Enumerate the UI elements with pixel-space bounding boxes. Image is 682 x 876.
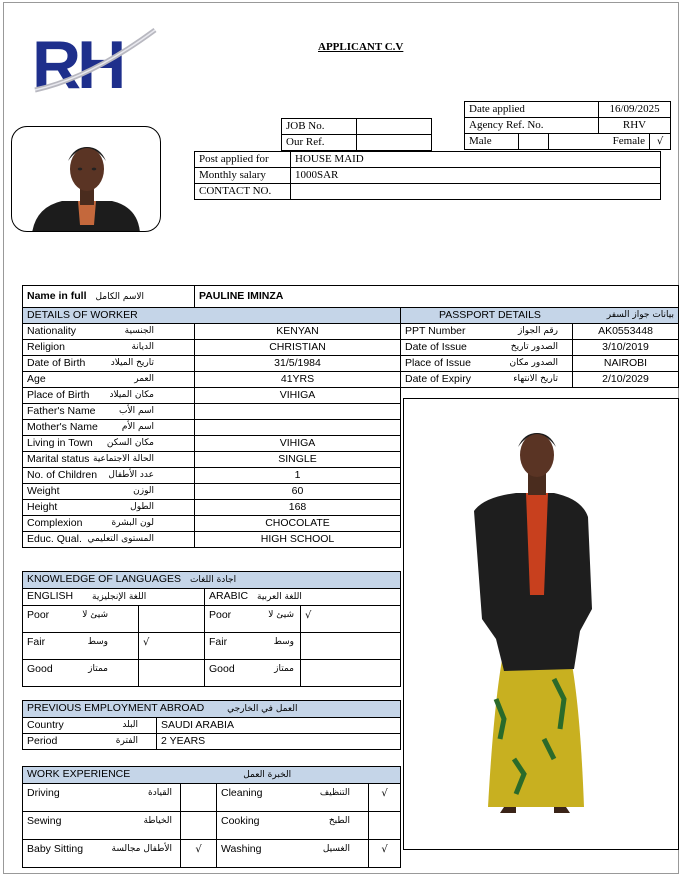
male-label: Male	[465, 134, 519, 150]
details-value: CHOCOLATE	[195, 516, 401, 532]
date-applied-value: 16/09/2025	[599, 102, 671, 118]
details-value: CHRISTIAN	[195, 340, 401, 356]
experience-skill-label-ar: الطبخ	[328, 816, 350, 826]
english-level-label-ar: شيئ لا	[82, 610, 108, 620]
details-value: KENYAN	[195, 324, 401, 340]
details-row	[23, 500, 401, 516]
details-row	[23, 532, 401, 548]
experience-heading: WORK EXPERIENCE	[27, 768, 131, 780]
details-label-ar: الديانة	[131, 342, 154, 352]
logo-text: RH	[32, 27, 123, 98]
experience-row	[23, 812, 401, 840]
experience-check[interactable]	[181, 784, 217, 812]
date-agency-table	[464, 101, 671, 150]
full-name-value: PAULINE IMINZA	[195, 286, 679, 308]
english-level-label: Poor	[27, 609, 50, 621]
our-ref-label: Our Ref.	[282, 135, 357, 151]
details-label-ar: العمر	[134, 374, 154, 384]
arabic-level-label: Good	[209, 663, 235, 675]
salary-label: Monthly salary	[195, 168, 291, 184]
passport-row	[401, 324, 679, 340]
period-value: 2 YEARS	[157, 734, 401, 750]
experience-skill-label-ar: التنظيف	[319, 788, 350, 798]
english-level-check[interactable]	[139, 660, 205, 687]
details-row	[23, 372, 401, 388]
arabic-level-label-ar: ممتاز	[274, 664, 294, 674]
passport-label: Date of Issue	[405, 341, 467, 353]
period-label-ar: الفترة	[115, 736, 138, 746]
details-row	[23, 436, 401, 452]
page-title: APPLICANT C.V	[318, 41, 404, 53]
details-table	[22, 307, 401, 548]
english-level-label: Fair	[27, 636, 46, 648]
details-label: Nationality	[27, 325, 77, 337]
experience-check[interactable]	[369, 812, 401, 840]
agency-ref-label: Agency Ref. No.	[465, 118, 599, 134]
passport-label: Date of Expiry	[405, 373, 471, 385]
passport-value: 3/10/2019	[573, 340, 679, 356]
details-label-ar: مكان السكن	[106, 438, 154, 448]
company-logo	[30, 18, 160, 98]
experience-skill-label: Cooking	[221, 815, 260, 827]
arabic-level-label-ar: شيئ لا	[268, 610, 294, 620]
details-value: 168	[195, 500, 401, 516]
details-label: Living in Town	[27, 437, 93, 449]
details-row	[23, 452, 401, 468]
experience-skill-label-ar: القيادة	[148, 788, 172, 798]
job-no-label: JOB No.	[282, 119, 357, 135]
date-applied-label: Date applied	[465, 102, 599, 118]
english-level-label-ar: ممتاز	[88, 664, 108, 674]
details-label-ar: اسم الأب	[119, 406, 154, 416]
passport-value: NAIROBI	[573, 356, 679, 372]
name-table	[22, 285, 679, 308]
passport-label: Place of Issue	[405, 357, 471, 369]
country-label-ar: البلد	[122, 720, 138, 730]
details-label-ar: الحالة الاجتماعية	[93, 454, 154, 464]
our-ref-value[interactable]	[357, 135, 432, 151]
languages-heading-ar: اجادة اللغات	[189, 575, 237, 585]
salary-value: 1000SAR	[291, 168, 661, 184]
experience-skill-label: Washing	[221, 843, 262, 855]
job-no-value[interactable]	[357, 119, 432, 135]
employment-heading-ar: العمل في الخارجي	[227, 704, 298, 714]
details-label-ar: المستوى التعليمي	[87, 534, 154, 544]
details-value: VIHIGA	[195, 388, 401, 404]
experience-skill-label-ar: الخياطة	[143, 816, 172, 826]
details-label: Educ. Qual.	[27, 533, 82, 545]
details-label-ar: لون البشرة	[111, 518, 154, 528]
passport-value: AK0553448	[573, 324, 679, 340]
details-label-ar: الجنسية	[124, 326, 154, 336]
female-check[interactable]: √	[650, 134, 671, 150]
experience-skill-label: Cleaning	[221, 787, 263, 799]
experience-skill-label: Baby Sitting	[27, 843, 84, 855]
details-row	[23, 340, 401, 356]
contact-label: CONTACT NO.	[195, 184, 291, 200]
english-level-check[interactable]	[139, 606, 205, 633]
details-label: Marital status	[27, 453, 90, 465]
name-label-ar: الاسم الكامل	[95, 291, 145, 302]
details-label: Height	[27, 501, 58, 513]
passport-label: PPT Number	[405, 325, 466, 337]
passport-label-ar: تاريخ الانتهاء	[513, 374, 558, 384]
experience-skill-label-ar: الأطفال مجالسة	[111, 844, 172, 854]
arabic-level-label: Poor	[209, 609, 232, 621]
language-level-row	[23, 633, 401, 660]
details-label: Weight	[27, 485, 60, 497]
details-row	[23, 356, 401, 372]
experience-row	[23, 840, 401, 868]
arabic-level-check[interactable]	[301, 633, 401, 660]
details-label: Mother's Name	[27, 421, 98, 433]
post-value: HOUSE MAID	[291, 152, 661, 168]
experience-skill-label-ar: الغسيل	[322, 844, 350, 854]
languages-table	[22, 571, 401, 687]
details-value: SINGLE	[195, 452, 401, 468]
details-row	[23, 324, 401, 340]
female-spacer	[549, 134, 599, 150]
post-label: Post applied for	[195, 152, 291, 168]
language-level-row	[23, 660, 401, 687]
arabic-level-label: Fair	[209, 636, 228, 648]
details-label: Date of Birth	[27, 357, 86, 369]
details-value: 1	[195, 468, 401, 484]
details-label: Age	[27, 373, 46, 385]
language-level-row	[23, 606, 401, 633]
arabic-level-label-ar: وسط	[273, 637, 294, 647]
english-label: ENGLISH	[27, 590, 74, 602]
arabic-level-check[interactable]	[301, 660, 401, 687]
experience-check[interactable]	[181, 812, 217, 840]
check-mark: √	[305, 610, 312, 621]
details-row	[23, 516, 401, 532]
details-label-ar: اسم الأم	[121, 422, 154, 432]
contact-value[interactable]	[291, 184, 661, 200]
details-value: HIGH SCHOOL	[195, 532, 401, 548]
passport-label-ar: الصدور مكان	[509, 358, 558, 368]
employment-heading: PREVIOUS EMPLOYMENT ABROAD	[27, 702, 205, 714]
details-value: 60	[195, 484, 401, 500]
details-heading: DETAILS OF WORKER	[23, 308, 401, 324]
details-row	[23, 404, 401, 420]
experience-check[interactable]: √	[369, 840, 401, 868]
english-level-check[interactable]	[139, 633, 205, 660]
country-label: Country	[27, 719, 64, 731]
name-label: Name in full	[27, 289, 87, 302]
experience-skill-label: Driving	[27, 787, 60, 799]
female-label: Female	[599, 134, 650, 150]
passport-heading-ar: بيانات جواز السفر	[606, 310, 675, 320]
agency-ref-value: RHV	[599, 118, 671, 134]
post-table	[194, 151, 661, 200]
employment-table	[22, 700, 401, 750]
details-label: Father's Name	[27, 405, 96, 417]
arabic-label-ar: اللغة العربية	[257, 592, 302, 602]
passport-heading: PASSPORT DETAILS	[439, 309, 541, 321]
details-label-ar: الطول	[130, 502, 154, 512]
portrait-small	[11, 126, 161, 232]
passport-row	[401, 356, 679, 372]
english-level-label: Good	[27, 663, 53, 675]
experience-heading-ar: الخبرة العمل	[243, 770, 292, 780]
details-label: Place of Birth	[27, 389, 90, 401]
experience-check[interactable]: √	[369, 784, 401, 812]
details-label-ar: تاريخ الميلاد	[110, 358, 154, 368]
male-box[interactable]	[519, 134, 549, 150]
passport-row	[401, 340, 679, 356]
details-value: VIHIGA	[195, 436, 401, 452]
details-row	[23, 468, 401, 484]
check-mark: √	[143, 637, 150, 648]
arabic-label: ARABIC	[209, 590, 249, 602]
experience-skill-label: Sewing	[27, 815, 62, 827]
passport-table	[400, 307, 679, 388]
languages-heading: KNOWLEDGE OF LANGUAGES	[27, 573, 182, 585]
details-label: Religion	[27, 341, 65, 353]
experience-row	[23, 784, 401, 812]
period-label: Period	[27, 735, 58, 747]
arabic-level-check[interactable]	[301, 606, 401, 633]
details-row	[23, 420, 401, 436]
details-value: 41YRS	[195, 372, 401, 388]
details-label-ar: الوزن	[133, 486, 154, 496]
details-label: No. of Children	[27, 469, 98, 481]
job-ref-table	[281, 118, 432, 151]
details-row	[23, 388, 401, 404]
experience-table	[22, 766, 401, 868]
details-label: Complexion	[27, 517, 83, 529]
english-level-label-ar: وسط	[87, 637, 108, 647]
full-body-photo	[403, 398, 679, 850]
details-value: 31/5/1984	[195, 356, 401, 372]
details-label-ar: مكان الميلاد	[109, 390, 154, 400]
details-value	[195, 420, 401, 436]
passport-label-ar: الصدور تاريخ	[510, 342, 558, 352]
country-value: SAUDI ARABIA	[157, 718, 401, 734]
english-label-ar: اللغة الإنجليزية	[92, 592, 147, 602]
experience-check[interactable]: √	[181, 840, 217, 868]
passport-row	[401, 372, 679, 388]
passport-label-ar: رقم الجواز	[517, 326, 558, 336]
details-value	[195, 404, 401, 420]
passport-value: 2/10/2029	[573, 372, 679, 388]
details-label-ar: عدد الأطفال	[108, 470, 154, 480]
details-row	[23, 484, 401, 500]
